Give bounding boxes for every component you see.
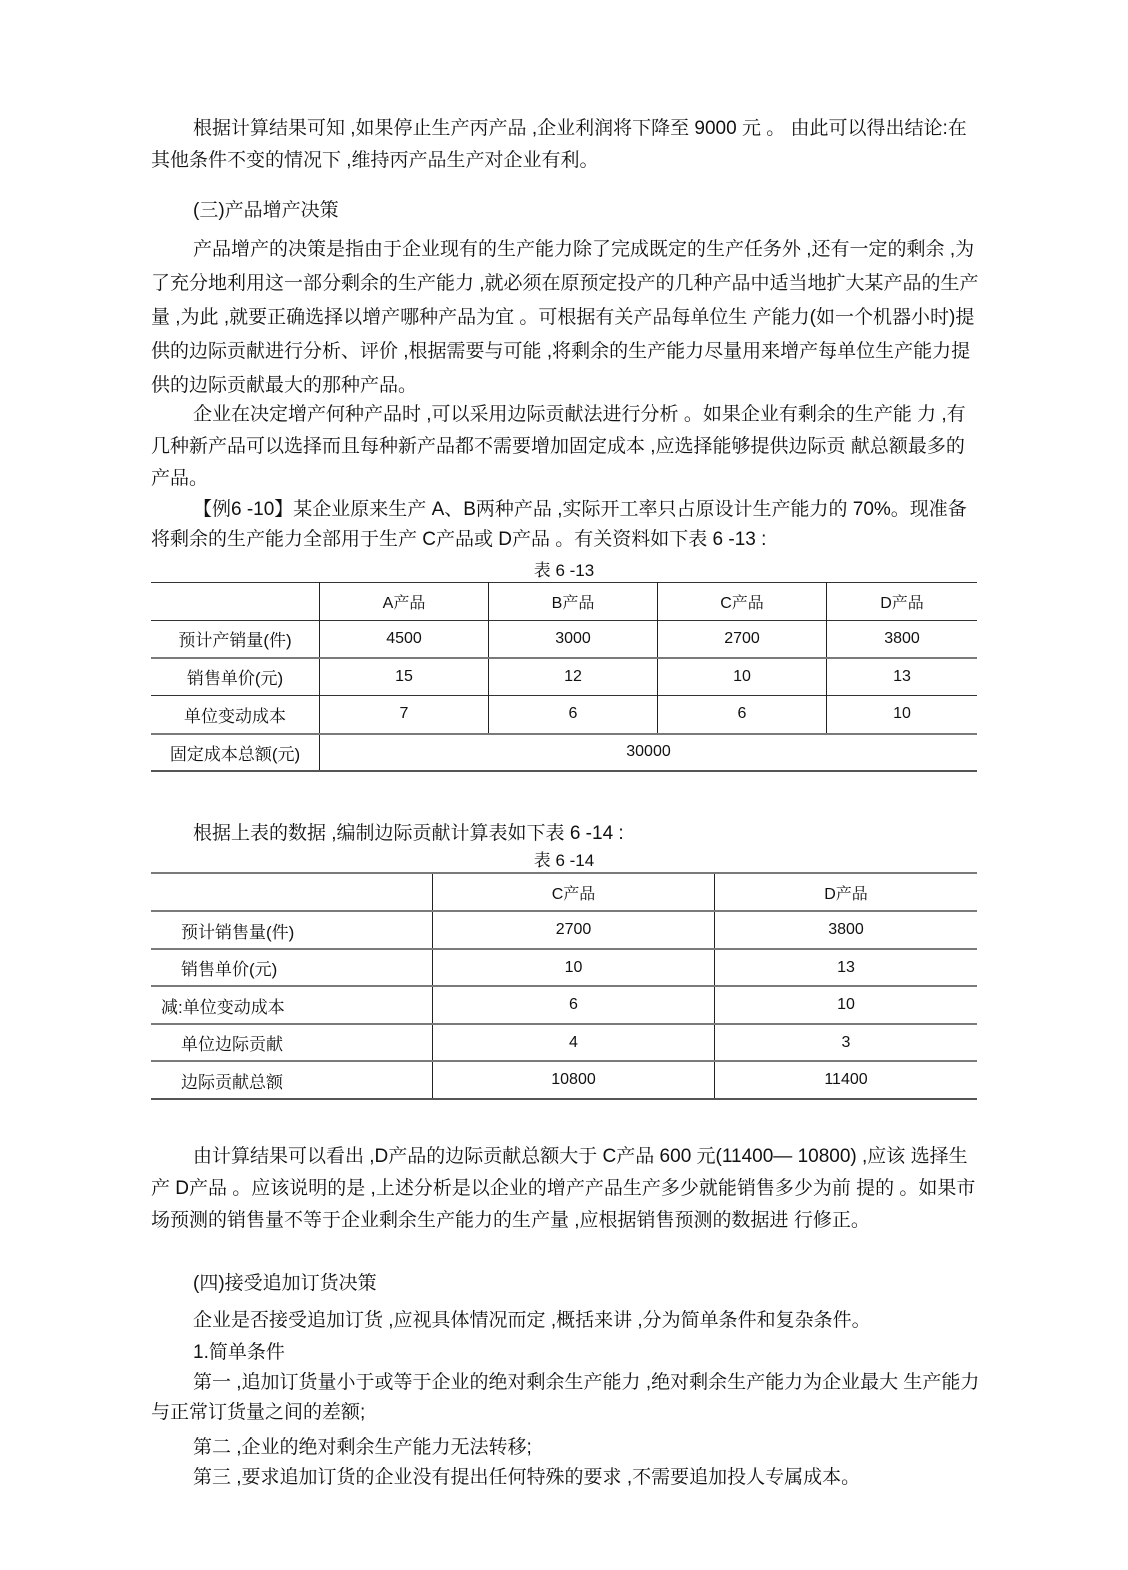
table-cell: 3 [715,1024,978,1061]
table-cell: 6 [658,696,827,734]
row-label: 减:单位变动成本 [151,986,433,1024]
table-row [151,658,977,696]
paragraph-increase-decision: 产品增产的决策是指由于企业现有的生产能力除了完成既定的生产任务外 ,还有一定的剩余 ,为了充分地利用这一部分剩余的生产能力 ,就必须在原预定投产的几种产品中适当地扩大某产品的生产量 ,为此 ,就要正确选择以增产哪种产品为宜 。可根据有关产品每单位生 产能力(如一个机器小时)提供的边际贡献进行分析、评价 ,根据需要与可能 ,将剩余的生产能力尽量用来增产每单位生产能力提供的边际贡献最大的那种产品。 [151,239,979,396]
paragraph-marginal-method: 企业在决定增产何种产品时 ,可以采用边际贡献法进行分析 。如果企业有剩余的生产能 力 ,有几种新产品可以选择而且每种新产品都不需要增加固定成本 ,应选择能够提供边际贡 献总额最多的产品。 [151,404,966,489]
row-label: 销售单价(元) [151,949,433,986]
table-cell: 3800 [715,911,978,949]
table-cell: 6 [489,696,658,734]
table-6-14 [151,872,977,1100]
table-cell: 3800 [827,621,978,658]
table-row [151,1024,977,1061]
table-cell: 15 [320,658,489,696]
table-header-row [151,873,977,911]
table-header-row [151,583,977,621]
paragraph-result-analysis: 由计算结果可以看出 ,D产品的边际贡献总额大于 C产品 600 元(11400— 10800) ,应该 选择生产 D产品 。应该说明的是 ,上述分析是以企业的增产产品生产多少就能销售多少为前 提的 。如果市场预测的销售量不等于企业剩余生产能力的生产量 ,应根据销售预测的数据进 行修正。 [151,1146,976,1231]
row-label: 销售单价(元) [151,658,320,696]
table-cell: 2700 [433,911,715,949]
section-heading-4: (四)接受追加订货决策 [193,1273,377,1294]
table-6-14-caption: 表 6 -14 [533,851,595,870]
row-label: 单位变动成本 [151,696,320,734]
section-heading-3: (三)产品增产决策 [193,200,339,221]
table-row [151,911,977,949]
table-6-13-caption: 表 6 -13 [533,561,595,580]
table-row [151,949,977,986]
table-header-cell [151,873,433,911]
table-cell: 12 [489,658,658,696]
table-cell: 13 [827,658,978,696]
table-header-cell: C产品 [658,583,827,621]
table-row [151,621,977,658]
paragraph-conclusion: 根据计算结果可知 ,如果停止生产丙产品 ,企业利润将下降至 9000 元 。 由此可以得出结论:在其他条件不变的情况下 ,维持丙产品生产对企业有利。 [151,118,967,171]
paragraph-additional-order: 企业是否接受追加订货 ,应视具体情况而定 ,概括来讲 ,分为简单条件和复杂条件。 [193,1310,871,1331]
table-header-cell [151,583,320,621]
table-header-cell: B产品 [489,583,658,621]
table-cell: 7 [320,696,489,734]
paragraph-condition-2: 第二 ,企业的绝对剩余生产能力无法转移; [193,1437,532,1458]
table-cell: 10 [715,986,978,1024]
table-cell: 11400 [715,1061,978,1099]
table-cell-merged: 30000 [320,734,978,771]
table-cell: 10 [658,658,827,696]
subheading-simple-conditions: 1.简单条件 [193,1342,285,1363]
table-cell: 6 [433,986,715,1024]
table-cell: 10 [433,949,715,986]
table-cell: 13 [715,949,978,986]
table-cell: 10 [827,696,978,734]
row-label: 预计销售量(件) [151,911,433,949]
row-label: 单位边际贡献 [151,1024,433,1061]
table-header-cell: A产品 [320,583,489,621]
paragraph-condition-1: 第一 ,追加订货量小于或等于企业的绝对剩余生产能力 ,绝对剩余生产能力为企业最大 生产能力与正常订货量之间的差额; [151,1372,980,1423]
table-row [151,696,977,734]
table-cell: 3000 [489,621,658,658]
table-6-13 [151,582,977,772]
table-cell: 10800 [433,1061,715,1099]
table-header-cell: D产品 [715,873,978,911]
paragraph-condition-3: 第三 ,要求追加订货的企业没有提出任何特殊的要求 ,不需要追加投人专属成本。 [193,1467,861,1488]
table-cell: 4 [433,1024,715,1061]
table-row [151,1061,977,1099]
paragraph-table-intro: 根据上表的数据 ,编制边际贡献计算表如下表 6 -14 : [193,823,624,844]
table-header-cell: D产品 [827,583,978,621]
table-row-fixed-cost [151,734,977,771]
table-header-cell: C产品 [433,873,715,911]
table-row [151,986,977,1024]
row-label: 固定成本总额(元) [151,734,320,771]
table-cell: 2700 [658,621,827,658]
row-label: 边际贡献总额 [151,1061,433,1099]
table-cell: 4500 [320,621,489,658]
row-label: 预计产销量(件) [151,621,320,658]
paragraph-example-6-10: 【例6 -10】某企业原来生产 A、B两种产品 ,实际开工率只占原设计生产能力的 70%。现准备将剩余的生产能力全部用于生产 C产品或 D产品 。有关资料如下表 6 -13 : [151,499,967,550]
